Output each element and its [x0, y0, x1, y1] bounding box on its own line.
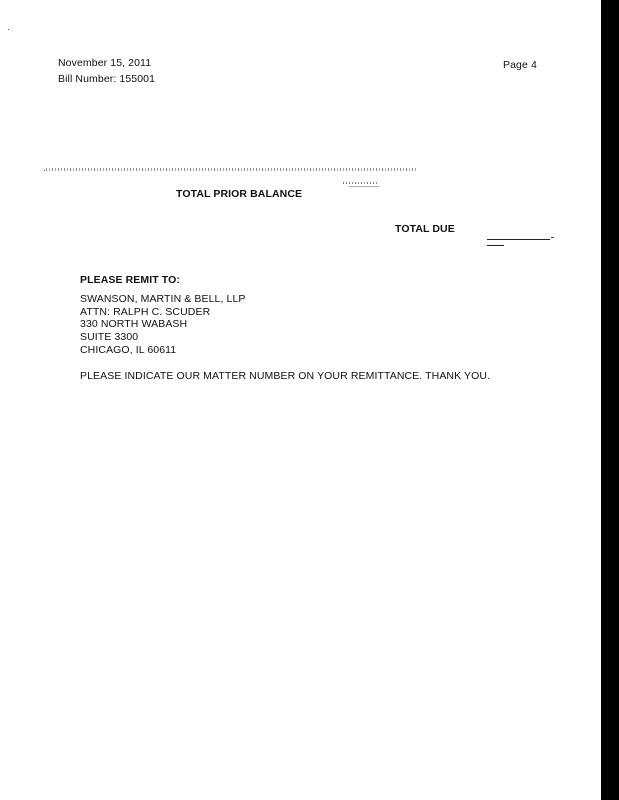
total-due-double-underline: [487, 245, 504, 246]
total-prior-balance-label: TOTAL PRIOR BALANCE: [176, 188, 303, 200]
scanner-edge: [601, 0, 619, 800]
remit-address-suite: SUITE 3300: [80, 331, 139, 343]
redacted-amount-artifact: [343, 182, 379, 184]
redacted-amount-underline: [349, 186, 379, 187]
remit-address-street: 330 NORTH WABASH: [80, 318, 188, 330]
scan-speck: [44, 170, 45, 171]
remit-address-city: CHICAGO, IL 60611: [80, 344, 177, 356]
total-due-tick-mark: [551, 237, 554, 238]
total-due-underline: [487, 239, 550, 240]
total-due-label: TOTAL DUE: [395, 223, 455, 235]
remit-address-firm: SWANSON, MARTIN & BELL, LLP: [80, 293, 246, 305]
page-number: Page 4: [503, 59, 537, 71]
bill-date: November 15, 2011: [58, 57, 152, 69]
redacted-line-artifact: [46, 168, 418, 171]
bill-number: Bill Number: 155001: [58, 73, 156, 85]
remit-heading: PLEASE REMIT TO:: [80, 274, 180, 286]
remit-address-attn: ATTN: RALPH C. SCUDER: [80, 306, 211, 318]
remittance-instruction: PLEASE INDICATE OUR MATTER NUMBER ON YOUR REMITTANCE. THANK YOU.: [80, 370, 491, 382]
scan-speck: [8, 29, 9, 30]
